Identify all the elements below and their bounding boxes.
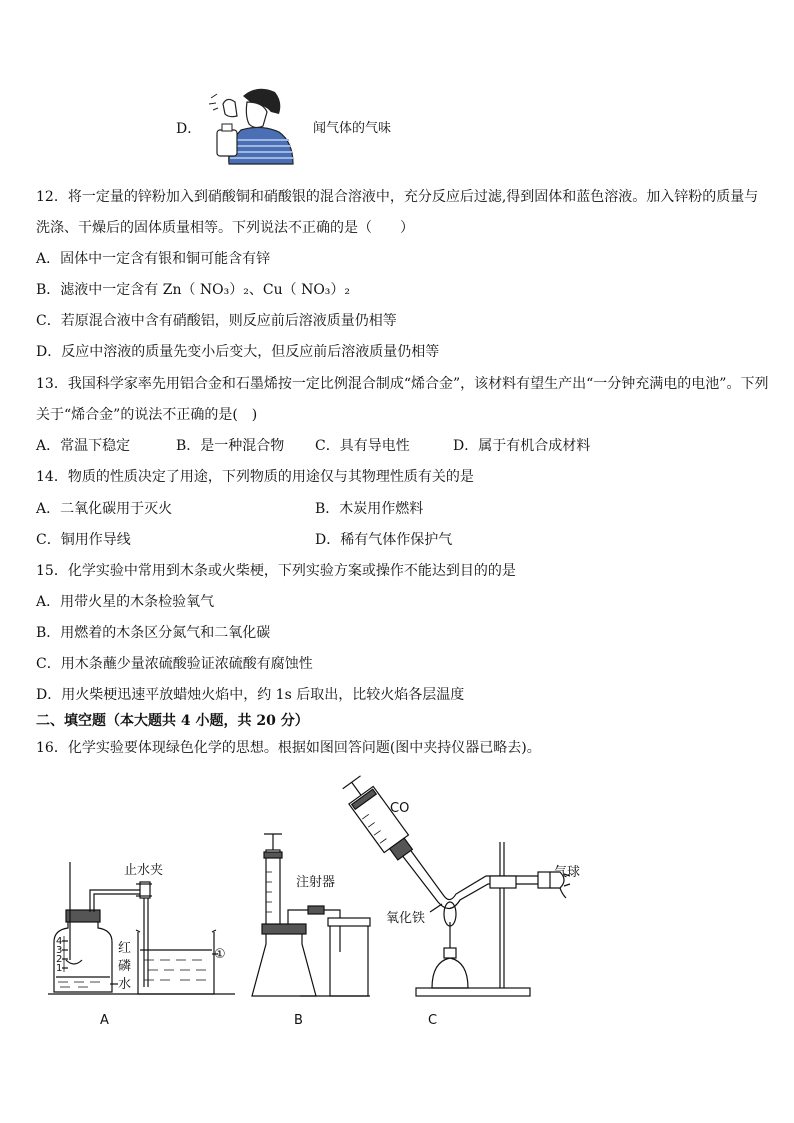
q14-stem: 14．物质的性质决定了用途，下列物质的用途仅与其物理性质有关的是 [36, 469, 474, 485]
apparatus-a [48, 862, 235, 994]
phosphorus-label-1: 红 [118, 941, 132, 956]
apparatus-b [252, 834, 370, 996]
scale-mark-4: 4 [56, 936, 63, 947]
phosphorus-label-2: 磷 [118, 959, 132, 974]
clamp-label: 止水夹 [124, 863, 164, 878]
q12-stem-line1: 12．将一定量的锌粉加入到硝酸铜和硝酸银的混合溶液中，充分反应后过滤,得到固体和蓝色溶液。加入锌粉的质量与 [36, 189, 759, 205]
section2-heading: 二、填空题（本大题共 4 小题，共 20 分） [36, 713, 309, 729]
co-label: CO [390, 801, 410, 816]
q15-option-b: B．用燃着的木条区分氮气和二氧化碳 [36, 625, 271, 641]
q15-option-d: D．用火柴梗迅速平放蜡烛火焰中，约 1s 后取出，比较火焰各层温度 [36, 687, 465, 703]
q12-option-c: C．若原混合液中含有硝酸铝，则反应前后溶液质量仍相等 [36, 313, 397, 329]
q14-option-d: D．稀有气体作保护气 [315, 532, 453, 548]
water-label: 水 [118, 977, 132, 992]
q11-option-d-text: 闻气体的气味 [313, 121, 392, 136]
q16-figure [40, 772, 600, 1034]
q13-stem-line2: 关于“烯合金”的说法不正确的是( ) [36, 407, 258, 423]
q12-option-b: B．滤液中一定含有 Zn（ NO₃）₂、Cu（ NO₃）₂ [36, 282, 351, 298]
scale-mark-3: 3 [56, 945, 63, 956]
circle-label: ① [214, 947, 226, 962]
person-smelling-gas-icon [205, 84, 297, 166]
q15-stem: 15．化学实验中常用到木条或火柴梗，下列实验方案或操作不能达到目的的是 [36, 563, 516, 579]
balloon-label: 气球 [554, 865, 581, 880]
q12-stem-line2: 洗涤、干燥后的固体质量相等。下列说法不正确的是（ ） [36, 220, 414, 236]
q16-stem: 16．化学实验要体现绿色化学的思想。根据如图回答问题(图中夹持仪器已略去)。 [36, 740, 541, 756]
caption-a: A [100, 1013, 109, 1028]
q15-option-a: A．用带火星的木条检验氧气 [36, 594, 215, 610]
q15-option-c: C．用木条蘸少量浓硫酸验证浓硫酸有腐蚀性 [36, 656, 313, 672]
q13-option-b: B．是一种混合物 [176, 438, 285, 454]
iron-oxide-label: 氧化铁 [386, 911, 426, 926]
q13-option-c: C．具有导电性 [315, 438, 410, 454]
scale-mark-2: 2 [56, 954, 63, 965]
q12-option-d: D．反应中溶液的质量先变小后变大，但反应前后溶液质量仍相等 [36, 344, 440, 360]
q11-option-d-label: D． [176, 121, 202, 137]
q13-stem-line1: 13．我国科学家率先用铝合金和石墨烯按一定比例混合制成“烯合金”，该材料有望生产出“一分钟充满电的电池”。下列 [36, 376, 769, 392]
q14-option-b: B．木炭用作燃料 [315, 501, 424, 517]
apparatus-c [340, 773, 570, 996]
syringe-label: 注射器 [296, 875, 336, 890]
q13-option-d: D．属于有机合成材料 [453, 438, 591, 454]
caption-b: B [294, 1013, 303, 1028]
q14-option-a: A．二氧化碳用于灭火 [36, 501, 173, 517]
q12-option-a: A．固体中一定含有银和铜可能含有锌 [36, 251, 271, 267]
scale-mark-1: 1 [56, 963, 63, 974]
q14-option-c: C．铜用作导线 [36, 532, 131, 548]
caption-c: C [428, 1013, 438, 1028]
q13-option-a: A．常温下稳定 [36, 438, 131, 454]
